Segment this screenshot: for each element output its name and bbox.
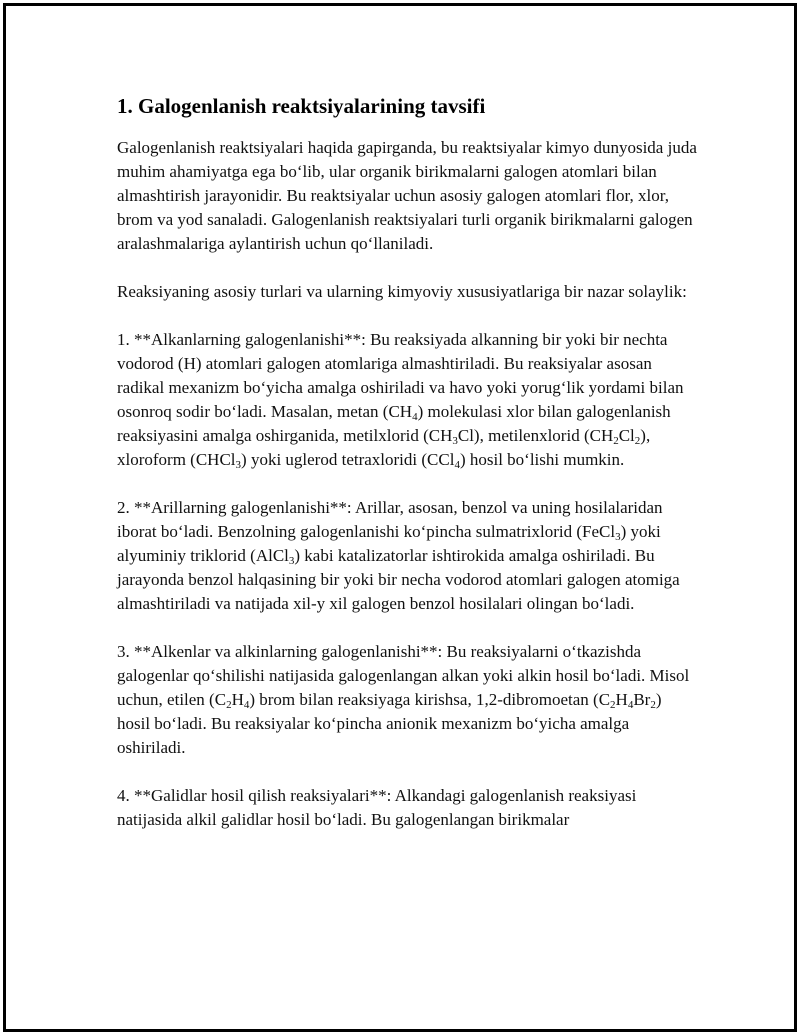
paragraph-6 xyxy=(117,784,697,832)
subscript: 3 xyxy=(615,531,621,543)
subscript: 2 xyxy=(650,699,656,711)
subscript: 4 xyxy=(627,699,634,711)
subscript: 3 xyxy=(288,555,295,567)
paragraph-4 xyxy=(117,496,697,616)
subscript: 4 xyxy=(243,699,250,711)
text-run: ) yoki alyuminiy triklorid (AlCl xyxy=(117,522,661,565)
text-run: ), xloroform (CHCl xyxy=(117,426,651,469)
paragraph-1 xyxy=(117,136,697,256)
text-run: Cl), metilenxlorid (CH xyxy=(457,426,614,445)
text-run: Cl xyxy=(618,426,635,445)
subscript: 2 xyxy=(613,435,619,447)
text-run: Br xyxy=(633,690,651,709)
text-run: H xyxy=(615,690,628,709)
paragraph-3 xyxy=(117,328,697,472)
subscript: 2 xyxy=(634,435,641,447)
subscript: 4 xyxy=(412,411,418,423)
subscript: 3 xyxy=(452,435,458,447)
paragraph-2 xyxy=(117,280,697,304)
subscript: 2 xyxy=(226,699,232,711)
text-run: 3. **Alkenlar va alkinlarning galogenlanishi**: Bu reaksiyalarni o‘tkazishda galogenlar qo‘shilishi natijasida galogenlangan alkan yoki alkin hosil bo‘ladi. Misol uchun, etilen (C xyxy=(117,642,690,709)
text-run: ) hosil bo‘lishi mumkin. xyxy=(459,450,625,469)
text-run: Reaksiyaning asosiy turlari va ularning kimyoviy xususiyatlariga bir nazar solaylik: xyxy=(117,282,687,301)
section-heading: 1. Galogenlanish reaktsiyalarining tavsifi xyxy=(117,94,486,118)
text-run: ) hosil bo‘ladi. Bu reaksiyalar ko‘pincha anionik mexanizm bo‘yicha amalga oshiriladi. xyxy=(117,690,662,757)
text-run: ) brom bilan reaksiyaga kirishsa, 1,2-dibromoetan (C xyxy=(249,690,611,709)
text-run: ) yoki uglerod tetraxloridi (CCl xyxy=(241,450,455,469)
text-run: ) kabi katalizatorlar ishtirokida amalga oshiriladi. Bu jarayonda benzol halqasining bir yoki bir necha vodorod atomlari galogen atomiga almashtiriladi va natijada xil-y xil galogen benzol hosilalari olingan bo‘ladi. xyxy=(117,546,680,613)
document-body xyxy=(117,92,697,856)
text-run: 2. **Arillarning galogenlanishi**: Arillar, asosan, benzol va uning hosilalaridan iborat bo‘ladi. Benzolning galogenlanishi ko‘pincha sulmatrixlorid (FeCl xyxy=(117,498,663,541)
paragraph-5 xyxy=(117,640,697,760)
subscript: 2 xyxy=(610,699,616,711)
text-run: ) molekulasi xlor bilan galogenlanish reaksiyasini amalga oshirganida, metilxlorid (CH xyxy=(117,402,671,445)
paragraph-list xyxy=(117,136,697,832)
text-run: 1. **Alkanlarning galogenlanishi**: Bu reaksiyada alkanning bir yoki bir nechta vodorod (H) atomlari galogen atomlariga almashtiriladi. Bu reaksiyalar asosan radikal mexanizm bo‘yicha amalga oshiriladi va havo yoki yorug‘lik yordami bilan osonroq sodir bo‘ladi. Masalan, metan (CH xyxy=(117,330,684,421)
text-run: 4. **Galidlar hosil qilish reaksiyalari**: Alkandagi galogenlanish reaksiyasi natijasida alkil galidlar hosil bo‘ladi. Bu galogenlangan birikmalar xyxy=(117,786,637,829)
text-run: Galogenlanish reaktsiyalari haqida gapirganda, bu reaktsiyalar kimyo dunyosida juda muhim ahamiyatga ega bo‘lib, ular organik birikmalarni galogen atomlari bilan almashtirish jarayonidir. Bu reaktsiyalar uchun asosiy galogen atomlari flor, xlor, brom va yod sanaladi. Galogenlanish reaktsiyalari turli organik birikmalarni galogen aralashmalariga aylantirish uchun qo‘llaniladi. xyxy=(117,138,697,253)
text-run: H xyxy=(231,690,244,709)
subscript: 4 xyxy=(454,459,460,471)
subscript: 3 xyxy=(235,459,242,471)
